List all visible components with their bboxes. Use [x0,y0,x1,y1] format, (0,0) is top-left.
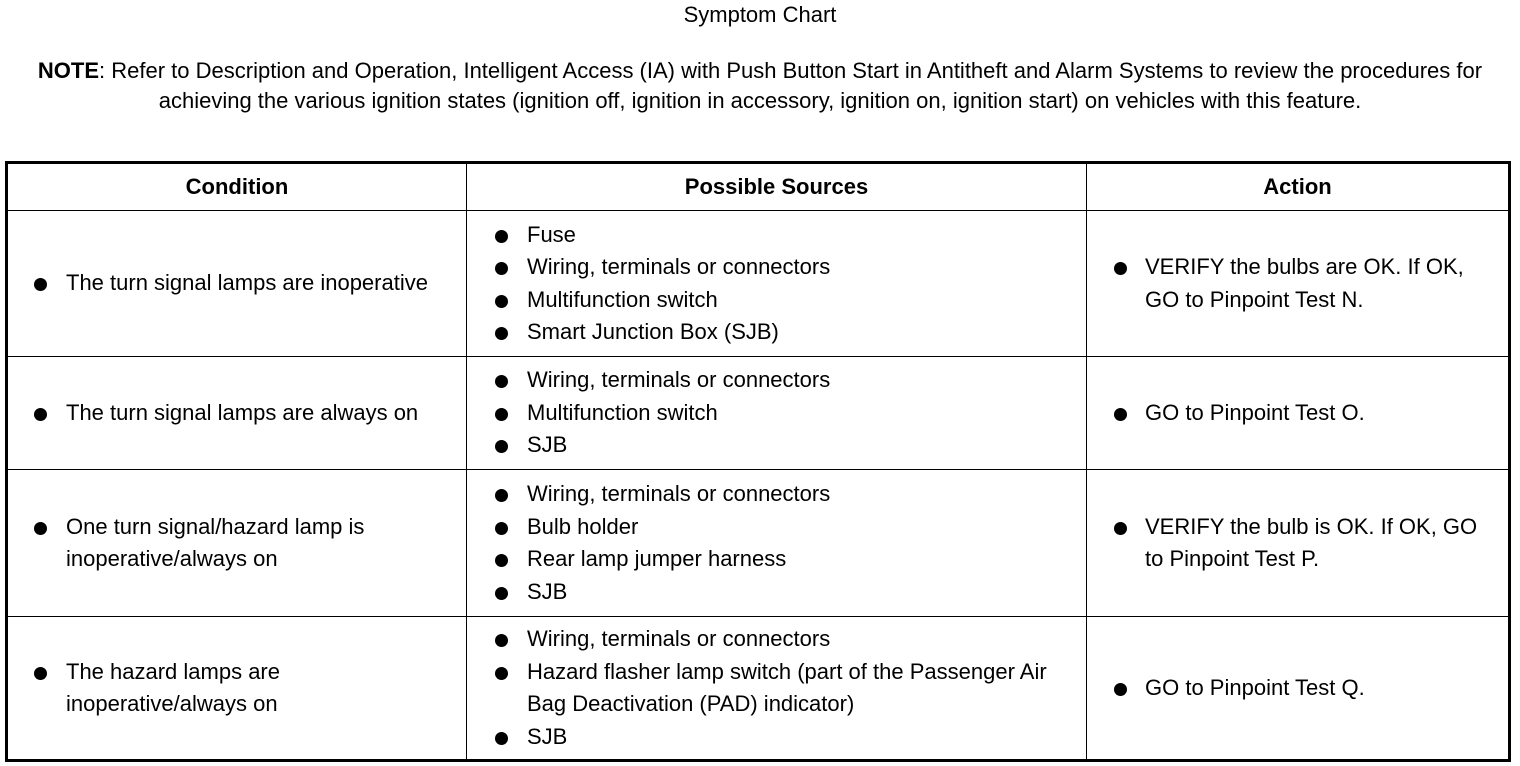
list-item [8,656,466,721]
symptom-table [5,161,1511,762]
action-cell [1087,470,1510,617]
list-item [467,316,1086,349]
action-text: GO to Pinpoint Test Q. [1145,674,1365,700]
source-text: Multifunction switch [527,286,718,312]
source-text: Hazard flasher lamp switch (part of the Passenger Air Bag Deactivation (PAD) indicator) [527,658,1047,716]
list-item [1087,397,1508,430]
list-item [467,576,1086,609]
source-text: Fuse [527,221,576,247]
source-text: Multifunction switch [527,399,718,425]
list-item [467,284,1086,317]
list-item [8,511,466,576]
list-item [467,623,1086,656]
table-row [7,617,1510,761]
source-text: Rear lamp jumper harness [527,546,787,571]
list-item [1087,672,1508,705]
source-text: Wiring, terminals or connectors [527,254,831,279]
condition-text: The turn signal lamps are inoperative [66,270,428,296]
header-possible-sources: Possible Sources [467,163,1087,211]
list-item [467,219,1086,252]
source-text: Wiring, terminals or connectors [527,481,831,506]
condition-cell [7,617,467,761]
condition-text: One turn signal/hazard lamp is inoperative/always on [66,513,365,571]
sources-cell [467,211,1087,357]
list-item [8,397,466,430]
condition-cell [7,211,467,357]
action-cell [1087,617,1510,761]
table-header-row [7,163,1510,211]
list-item [467,543,1086,576]
source-text: SJB [527,723,568,749]
list-item [1087,511,1508,576]
table-row [7,211,1510,357]
list-item [467,478,1086,511]
condition-text: The turn signal lamps are always on [66,399,419,425]
list-item [8,267,466,300]
action-text: GO to Pinpoint Test O. [1145,399,1365,425]
list-item [467,429,1086,462]
note-label: NOTE [37,58,100,83]
table-row [7,470,1510,617]
list-item [1087,251,1508,316]
action-text: VERIFY the bulbs are OK. If OK, GO to Pinpoint Test N. [1145,254,1464,312]
source-text: Wiring, terminals or connectors [527,367,831,393]
note-text: : Refer to Description and Operation, Intelligent Access (IA) with Push Button Start in Antitheft and Alarm Systems to review the procedures for achieving the various ignition states (ignition off, ignition in accessory, ignition on, ignition start) on vehicles with this feature. [99,58,1483,113]
source-text: Wiring, terminals or connectors [527,626,831,651]
note-paragraph [8,56,1512,116]
action-cell [1087,357,1510,470]
source-text: Smart Junction Box (SJB) [527,319,779,344]
list-item [467,364,1086,397]
list-item [467,397,1086,430]
condition-cell [7,470,467,617]
source-text: Bulb holder [527,513,639,539]
list-item [467,721,1086,754]
source-text: SJB [527,578,568,604]
list-item [467,656,1086,721]
sources-cell [467,357,1087,470]
sources-cell [467,617,1087,761]
page-title: Symptom Chart [683,2,837,27]
header-condition: Condition [7,163,467,211]
list-item [467,251,1086,284]
condition-text: The hazard lamps are inoperative/always on [66,658,280,716]
source-text: SJB [527,432,568,458]
condition-cell [7,357,467,470]
action-cell [1087,211,1510,357]
table-row [7,357,1510,470]
list-item [467,511,1086,544]
header-action: Action [1087,163,1510,211]
action-text: VERIFY the bulb is OK. If OK, GO to Pinpoint Test P. [1145,513,1478,571]
sources-cell [467,470,1087,617]
